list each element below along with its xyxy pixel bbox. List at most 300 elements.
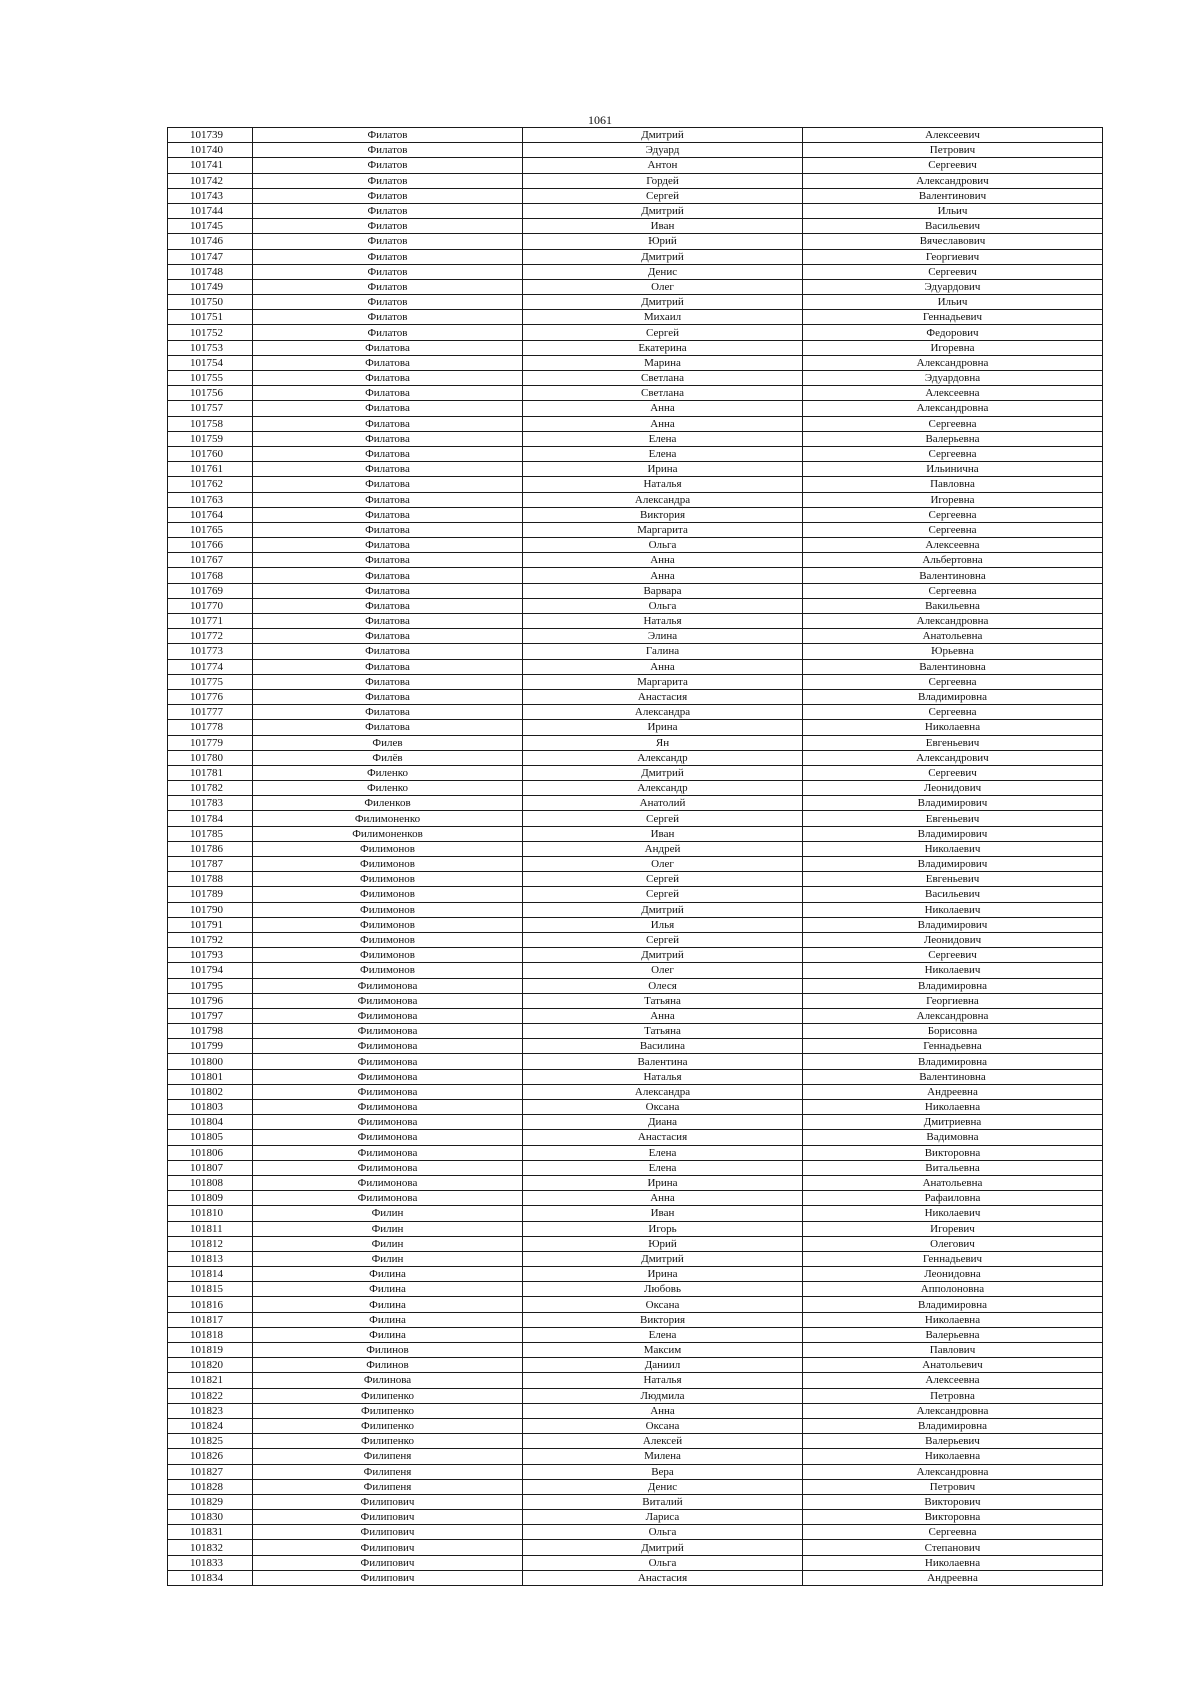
patronymic-cell: Олегович — [803, 1236, 1103, 1251]
patronymic-cell: Эдуардовна — [803, 371, 1103, 386]
first-name-cell: Александра — [523, 492, 803, 507]
first-name-cell: Анна — [523, 401, 803, 416]
first-name-cell: Оксана — [523, 1100, 803, 1115]
surname-cell: Филенков — [253, 796, 523, 811]
first-name-cell: Варвара — [523, 583, 803, 598]
first-name-cell: Михаил — [523, 310, 803, 325]
record-id-cell: 101755 — [168, 371, 253, 386]
record-id-cell: 101827 — [168, 1464, 253, 1479]
table-row — [168, 598, 1103, 613]
table-row — [168, 629, 1103, 644]
first-name-cell: Анастасия — [523, 689, 803, 704]
record-id-cell: 101817 — [168, 1312, 253, 1327]
table-row — [168, 401, 1103, 416]
record-id-cell: 101832 — [168, 1540, 253, 1555]
first-name-cell: Маргарита — [523, 674, 803, 689]
record-id-cell: 101782 — [168, 781, 253, 796]
record-id-cell: 101752 — [168, 325, 253, 340]
table-row — [168, 735, 1103, 750]
table-row — [168, 143, 1103, 158]
record-id-cell: 101819 — [168, 1343, 253, 1358]
surname-cell: Филимонова — [253, 1100, 523, 1115]
patronymic-cell: Павловна — [803, 477, 1103, 492]
table-row — [168, 948, 1103, 963]
record-id-cell: 101833 — [168, 1555, 253, 1570]
table-row — [168, 1494, 1103, 1509]
patronymic-cell: Викторовна — [803, 1510, 1103, 1525]
patronymic-cell: Сергеевна — [803, 416, 1103, 431]
surname-cell: Филимоненков — [253, 826, 523, 841]
record-id-cell: 101821 — [168, 1373, 253, 1388]
surname-cell: Филатов — [253, 325, 523, 340]
patronymic-cell: Андреевна — [803, 1084, 1103, 1099]
record-id-cell: 101791 — [168, 917, 253, 932]
surname-cell: Филимонова — [253, 1008, 523, 1023]
table-row — [168, 1100, 1103, 1115]
record-id-cell: 101820 — [168, 1358, 253, 1373]
table-row — [168, 1434, 1103, 1449]
table-row — [168, 477, 1103, 492]
first-name-cell: Светлана — [523, 371, 803, 386]
first-name-cell: Анастасия — [523, 1570, 803, 1585]
record-id-cell: 101789 — [168, 887, 253, 902]
record-id-cell: 101786 — [168, 841, 253, 856]
record-id-cell: 101811 — [168, 1221, 253, 1236]
patronymic-cell: Валентиновна — [803, 568, 1103, 583]
surname-cell: Филимонова — [253, 978, 523, 993]
table-row — [168, 553, 1103, 568]
surname-cell: Филатов — [253, 203, 523, 218]
record-id-cell: 101757 — [168, 401, 253, 416]
first-name-cell: Дмитрий — [523, 902, 803, 917]
patronymic-cell: Александровна — [803, 1008, 1103, 1023]
record-id-cell: 101774 — [168, 659, 253, 674]
patronymic-cell: Васильевич — [803, 219, 1103, 234]
record-id-cell: 101769 — [168, 583, 253, 598]
surname-cell: Филимонов — [253, 872, 523, 887]
record-id-cell: 101799 — [168, 1039, 253, 1054]
surname-cell: Филимонова — [253, 993, 523, 1008]
record-id-cell: 101776 — [168, 689, 253, 704]
patronymic-cell: Анатольевич — [803, 1358, 1103, 1373]
surname-cell: Филин — [253, 1206, 523, 1221]
patronymic-cell: Алексеевна — [803, 386, 1103, 401]
first-name-cell: Анна — [523, 553, 803, 568]
record-id-cell: 101822 — [168, 1388, 253, 1403]
record-id-cell: 101803 — [168, 1100, 253, 1115]
patronymic-cell: Витальевна — [803, 1160, 1103, 1175]
patronymic-cell: Петровна — [803, 1388, 1103, 1403]
patronymic-cell: Леонидович — [803, 781, 1103, 796]
table-row — [168, 1145, 1103, 1160]
record-id-cell: 101816 — [168, 1297, 253, 1312]
patronymic-cell: Евгеньевич — [803, 735, 1103, 750]
surname-cell: Филатова — [253, 720, 523, 735]
record-id-cell: 101824 — [168, 1418, 253, 1433]
table-row — [168, 1282, 1103, 1297]
surname-cell: Филипович — [253, 1510, 523, 1525]
surname-cell: Филатов — [253, 249, 523, 264]
table-row — [168, 1008, 1103, 1023]
first-name-cell: Сергей — [523, 872, 803, 887]
surname-cell: Филатова — [253, 477, 523, 492]
table-row — [168, 1206, 1103, 1221]
surname-cell: Филин — [253, 1251, 523, 1266]
patronymic-cell: Геннадьевна — [803, 1039, 1103, 1054]
first-name-cell: Александра — [523, 705, 803, 720]
table-row — [168, 538, 1103, 553]
table-row — [168, 765, 1103, 780]
patronymic-cell: Вячеславович — [803, 234, 1103, 249]
first-name-cell: Дмитрий — [523, 203, 803, 218]
patronymic-cell: Георгиевна — [803, 993, 1103, 1008]
surname-cell: Филатова — [253, 674, 523, 689]
first-name-cell: Елена — [523, 431, 803, 446]
patronymic-cell: Александровна — [803, 355, 1103, 370]
table-row — [168, 219, 1103, 234]
first-name-cell: Дмитрий — [523, 295, 803, 310]
patronymic-cell: Владимировна — [803, 1054, 1103, 1069]
record-id-cell: 101808 — [168, 1175, 253, 1190]
record-id-cell: 101798 — [168, 1024, 253, 1039]
record-id-cell: 101797 — [168, 1008, 253, 1023]
surname-cell: Филатова — [253, 492, 523, 507]
table-row — [168, 1510, 1103, 1525]
record-id-cell: 101744 — [168, 203, 253, 218]
first-name-cell: Дмитрий — [523, 1540, 803, 1555]
record-id-cell: 101773 — [168, 644, 253, 659]
first-name-cell: Александр — [523, 781, 803, 796]
record-id-cell: 101739 — [168, 128, 253, 143]
patronymic-cell: Игоревна — [803, 340, 1103, 355]
table-row — [168, 446, 1103, 461]
table-row — [168, 1555, 1103, 1570]
first-name-cell: Василина — [523, 1039, 803, 1054]
surname-cell: Филатова — [253, 553, 523, 568]
first-name-cell: Гордей — [523, 173, 803, 188]
patronymic-cell: Анатольевна — [803, 629, 1103, 644]
surname-cell: Филатова — [253, 659, 523, 674]
surname-cell: Филина — [253, 1297, 523, 1312]
surname-cell: Филимоненко — [253, 811, 523, 826]
table-row — [168, 325, 1103, 340]
surname-cell: Филатова — [253, 705, 523, 720]
surname-cell: Филимонов — [253, 857, 523, 872]
patronymic-cell: Ильич — [803, 295, 1103, 310]
first-name-cell: Татьяна — [523, 1024, 803, 1039]
registry-body — [168, 128, 1103, 1586]
patronymic-cell: Владимирович — [803, 917, 1103, 932]
surname-cell: Филина — [253, 1312, 523, 1327]
surname-cell: Филипович — [253, 1494, 523, 1509]
table-row — [168, 659, 1103, 674]
table-row — [168, 705, 1103, 720]
patronymic-cell: Сергеевна — [803, 446, 1103, 461]
record-id-cell: 101747 — [168, 249, 253, 264]
record-id-cell: 101753 — [168, 340, 253, 355]
table-row — [168, 932, 1103, 947]
first-name-cell: Сергей — [523, 188, 803, 203]
record-id-cell: 101807 — [168, 1160, 253, 1175]
record-id-cell: 101745 — [168, 219, 253, 234]
table-row — [168, 1540, 1103, 1555]
surname-cell: Филипович — [253, 1540, 523, 1555]
first-name-cell: Оксана — [523, 1297, 803, 1312]
patronymic-cell: Валентиновна — [803, 659, 1103, 674]
surname-cell: Филатова — [253, 355, 523, 370]
record-id-cell: 101775 — [168, 674, 253, 689]
surname-cell: Филатова — [253, 340, 523, 355]
surname-cell: Филина — [253, 1327, 523, 1342]
first-name-cell: Игорь — [523, 1221, 803, 1236]
surname-cell: Филипеня — [253, 1464, 523, 1479]
patronymic-cell: Владимировна — [803, 1297, 1103, 1312]
patronymic-cell: Николаевич — [803, 1206, 1103, 1221]
surname-cell: Филатов — [253, 188, 523, 203]
surname-cell: Филатов — [253, 264, 523, 279]
patronymic-cell: Игоревич — [803, 1221, 1103, 1236]
surname-cell: Филипович — [253, 1555, 523, 1570]
first-name-cell: Олег — [523, 963, 803, 978]
first-name-cell: Валентина — [523, 1054, 803, 1069]
table-row — [168, 371, 1103, 386]
patronymic-cell: Владимировна — [803, 978, 1103, 993]
surname-cell: Филатов — [253, 234, 523, 249]
table-row — [168, 887, 1103, 902]
table-row — [168, 811, 1103, 826]
first-name-cell: Юрий — [523, 234, 803, 249]
first-name-cell: Олег — [523, 279, 803, 294]
surname-cell: Филатов — [253, 295, 523, 310]
patronymic-cell: Николаевна — [803, 1449, 1103, 1464]
table-row — [168, 1130, 1103, 1145]
surname-cell: Филатова — [253, 538, 523, 553]
surname-cell: Филина — [253, 1267, 523, 1282]
surname-cell: Филина — [253, 1282, 523, 1297]
first-name-cell: Татьяна — [523, 993, 803, 1008]
patronymic-cell: Ильинична — [803, 462, 1103, 477]
patronymic-cell: Сергеевна — [803, 583, 1103, 598]
patronymic-cell: Сергеевна — [803, 1525, 1103, 1540]
patronymic-cell: Валентиновна — [803, 1069, 1103, 1084]
patronymic-cell: Федорович — [803, 325, 1103, 340]
table-row — [168, 203, 1103, 218]
table-row — [168, 963, 1103, 978]
first-name-cell: Наталья — [523, 477, 803, 492]
surname-cell: Филимонова — [253, 1130, 523, 1145]
record-id-cell: 101761 — [168, 462, 253, 477]
surname-cell: Филинов — [253, 1343, 523, 1358]
table-row — [168, 1160, 1103, 1175]
table-row — [168, 1191, 1103, 1206]
record-id-cell: 101787 — [168, 857, 253, 872]
patronymic-cell: Николаевич — [803, 902, 1103, 917]
first-name-cell: Светлана — [523, 386, 803, 401]
patronymic-cell: Анатольевна — [803, 1175, 1103, 1190]
surname-cell: Филатова — [253, 507, 523, 522]
record-id-cell: 101778 — [168, 720, 253, 735]
table-row — [168, 158, 1103, 173]
first-name-cell: Виталий — [523, 1494, 803, 1509]
patronymic-cell: Леонидовна — [803, 1267, 1103, 1282]
table-row — [168, 1388, 1103, 1403]
surname-cell: Филатова — [253, 629, 523, 644]
first-name-cell: Анна — [523, 1191, 803, 1206]
first-name-cell: Людмила — [523, 1388, 803, 1403]
record-id-cell: 101749 — [168, 279, 253, 294]
surname-cell: Филатова — [253, 416, 523, 431]
patronymic-cell: Евгеньевич — [803, 872, 1103, 887]
record-id-cell: 101826 — [168, 1449, 253, 1464]
surname-cell: Филимонов — [253, 887, 523, 902]
surname-cell: Филипеня — [253, 1479, 523, 1494]
table-row — [168, 1418, 1103, 1433]
patronymic-cell: Владимировна — [803, 1418, 1103, 1433]
first-name-cell: Андрей — [523, 841, 803, 856]
table-row — [168, 583, 1103, 598]
first-name-cell: Елена — [523, 1327, 803, 1342]
first-name-cell: Марина — [523, 355, 803, 370]
table-row — [168, 1464, 1103, 1479]
patronymic-cell: Георгиевич — [803, 249, 1103, 264]
table-row — [168, 386, 1103, 401]
table-row — [168, 1221, 1103, 1236]
patronymic-cell: Юрьевна — [803, 644, 1103, 659]
surname-cell: Филинова — [253, 1373, 523, 1388]
table-row — [168, 902, 1103, 917]
patronymic-cell: Павлович — [803, 1343, 1103, 1358]
record-id-cell: 101740 — [168, 143, 253, 158]
first-name-cell: Елена — [523, 1145, 803, 1160]
first-name-cell: Олег — [523, 857, 803, 872]
table-row — [168, 1251, 1103, 1266]
surname-cell: Филатова — [253, 568, 523, 583]
table-row — [168, 857, 1103, 872]
first-name-cell: Антон — [523, 158, 803, 173]
table-row — [168, 1343, 1103, 1358]
patronymic-cell: Александровна — [803, 1403, 1103, 1418]
patronymic-cell: Дмитриевна — [803, 1115, 1103, 1130]
table-row — [168, 1479, 1103, 1494]
table-row — [168, 507, 1103, 522]
record-id-cell: 101743 — [168, 188, 253, 203]
record-id-cell: 101801 — [168, 1069, 253, 1084]
record-id-cell: 101768 — [168, 568, 253, 583]
table-row — [168, 492, 1103, 507]
surname-cell: Филатова — [253, 598, 523, 613]
record-id-cell: 101781 — [168, 765, 253, 780]
first-name-cell: Анна — [523, 568, 803, 583]
first-name-cell: Анна — [523, 659, 803, 674]
patronymic-cell: Владимирович — [803, 796, 1103, 811]
table-row — [168, 781, 1103, 796]
table-row — [168, 431, 1103, 446]
surname-cell: Филатов — [253, 128, 523, 143]
table-row — [168, 355, 1103, 370]
first-name-cell: Елена — [523, 446, 803, 461]
record-id-cell: 101741 — [168, 158, 253, 173]
patronymic-cell: Владимирович — [803, 857, 1103, 872]
table-row — [168, 1358, 1103, 1373]
first-name-cell: Дмитрий — [523, 765, 803, 780]
record-id-cell: 101748 — [168, 264, 253, 279]
patronymic-cell: Сергеевич — [803, 158, 1103, 173]
surname-cell: Филенко — [253, 765, 523, 780]
first-name-cell: Любовь — [523, 1282, 803, 1297]
surname-cell: Филатов — [253, 143, 523, 158]
surname-cell: Филипенко — [253, 1418, 523, 1433]
patronymic-cell: Петрович — [803, 1479, 1103, 1494]
first-name-cell: Сергей — [523, 932, 803, 947]
record-id-cell: 101779 — [168, 735, 253, 750]
patronymic-cell: Сергеевна — [803, 674, 1103, 689]
record-id-cell: 101788 — [168, 872, 253, 887]
table-row — [168, 462, 1103, 477]
first-name-cell: Виктория — [523, 507, 803, 522]
patronymic-cell: Сергеевна — [803, 507, 1103, 522]
record-id-cell: 101813 — [168, 1251, 253, 1266]
surname-cell: Филенко — [253, 781, 523, 796]
table-row — [168, 173, 1103, 188]
first-name-cell: Александра — [523, 1084, 803, 1099]
table-row — [168, 264, 1103, 279]
record-id-cell: 101834 — [168, 1570, 253, 1585]
record-id-cell: 101796 — [168, 993, 253, 1008]
record-id-cell: 101772 — [168, 629, 253, 644]
patronymic-cell: Николаевич — [803, 963, 1103, 978]
record-id-cell: 101810 — [168, 1206, 253, 1221]
surname-cell: Филатов — [253, 279, 523, 294]
surname-cell: Филатова — [253, 644, 523, 659]
table-row — [168, 1039, 1103, 1054]
record-id-cell: 101792 — [168, 932, 253, 947]
table-row — [168, 1175, 1103, 1190]
surname-cell: Филипенко — [253, 1388, 523, 1403]
first-name-cell: Дмитрий — [523, 1251, 803, 1266]
surname-cell: Филатова — [253, 431, 523, 446]
table-row — [168, 644, 1103, 659]
surname-cell: Филев — [253, 735, 523, 750]
first-name-cell: Ирина — [523, 1267, 803, 1282]
first-name-cell: Иван — [523, 1206, 803, 1221]
patronymic-cell: Сергеевна — [803, 705, 1103, 720]
page-number: 1061 — [588, 113, 612, 127]
table-row — [168, 295, 1103, 310]
first-name-cell: Ольга — [523, 598, 803, 613]
patronymic-cell: Эдуардович — [803, 279, 1103, 294]
table-row — [168, 872, 1103, 887]
patronymic-cell: Ильич — [803, 203, 1103, 218]
record-id-cell: 101806 — [168, 1145, 253, 1160]
first-name-cell: Анна — [523, 416, 803, 431]
record-id-cell: 101758 — [168, 416, 253, 431]
record-id-cell: 101750 — [168, 295, 253, 310]
record-id-cell: 101794 — [168, 963, 253, 978]
first-name-cell: Илья — [523, 917, 803, 932]
surname-cell: Филатов — [253, 219, 523, 234]
patronymic-cell: Евгеньевич — [803, 811, 1103, 826]
first-name-cell: Наталья — [523, 1069, 803, 1084]
patronymic-cell: Сергеевна — [803, 522, 1103, 537]
record-id-cell: 101790 — [168, 902, 253, 917]
first-name-cell: Ольга — [523, 538, 803, 553]
record-id-cell: 101805 — [168, 1130, 253, 1145]
record-id-cell: 101802 — [168, 1084, 253, 1099]
surname-cell: Филатов — [253, 310, 523, 325]
surname-cell: Филатов — [253, 158, 523, 173]
patronymic-cell: Александрович — [803, 750, 1103, 765]
record-id-cell: 101764 — [168, 507, 253, 522]
